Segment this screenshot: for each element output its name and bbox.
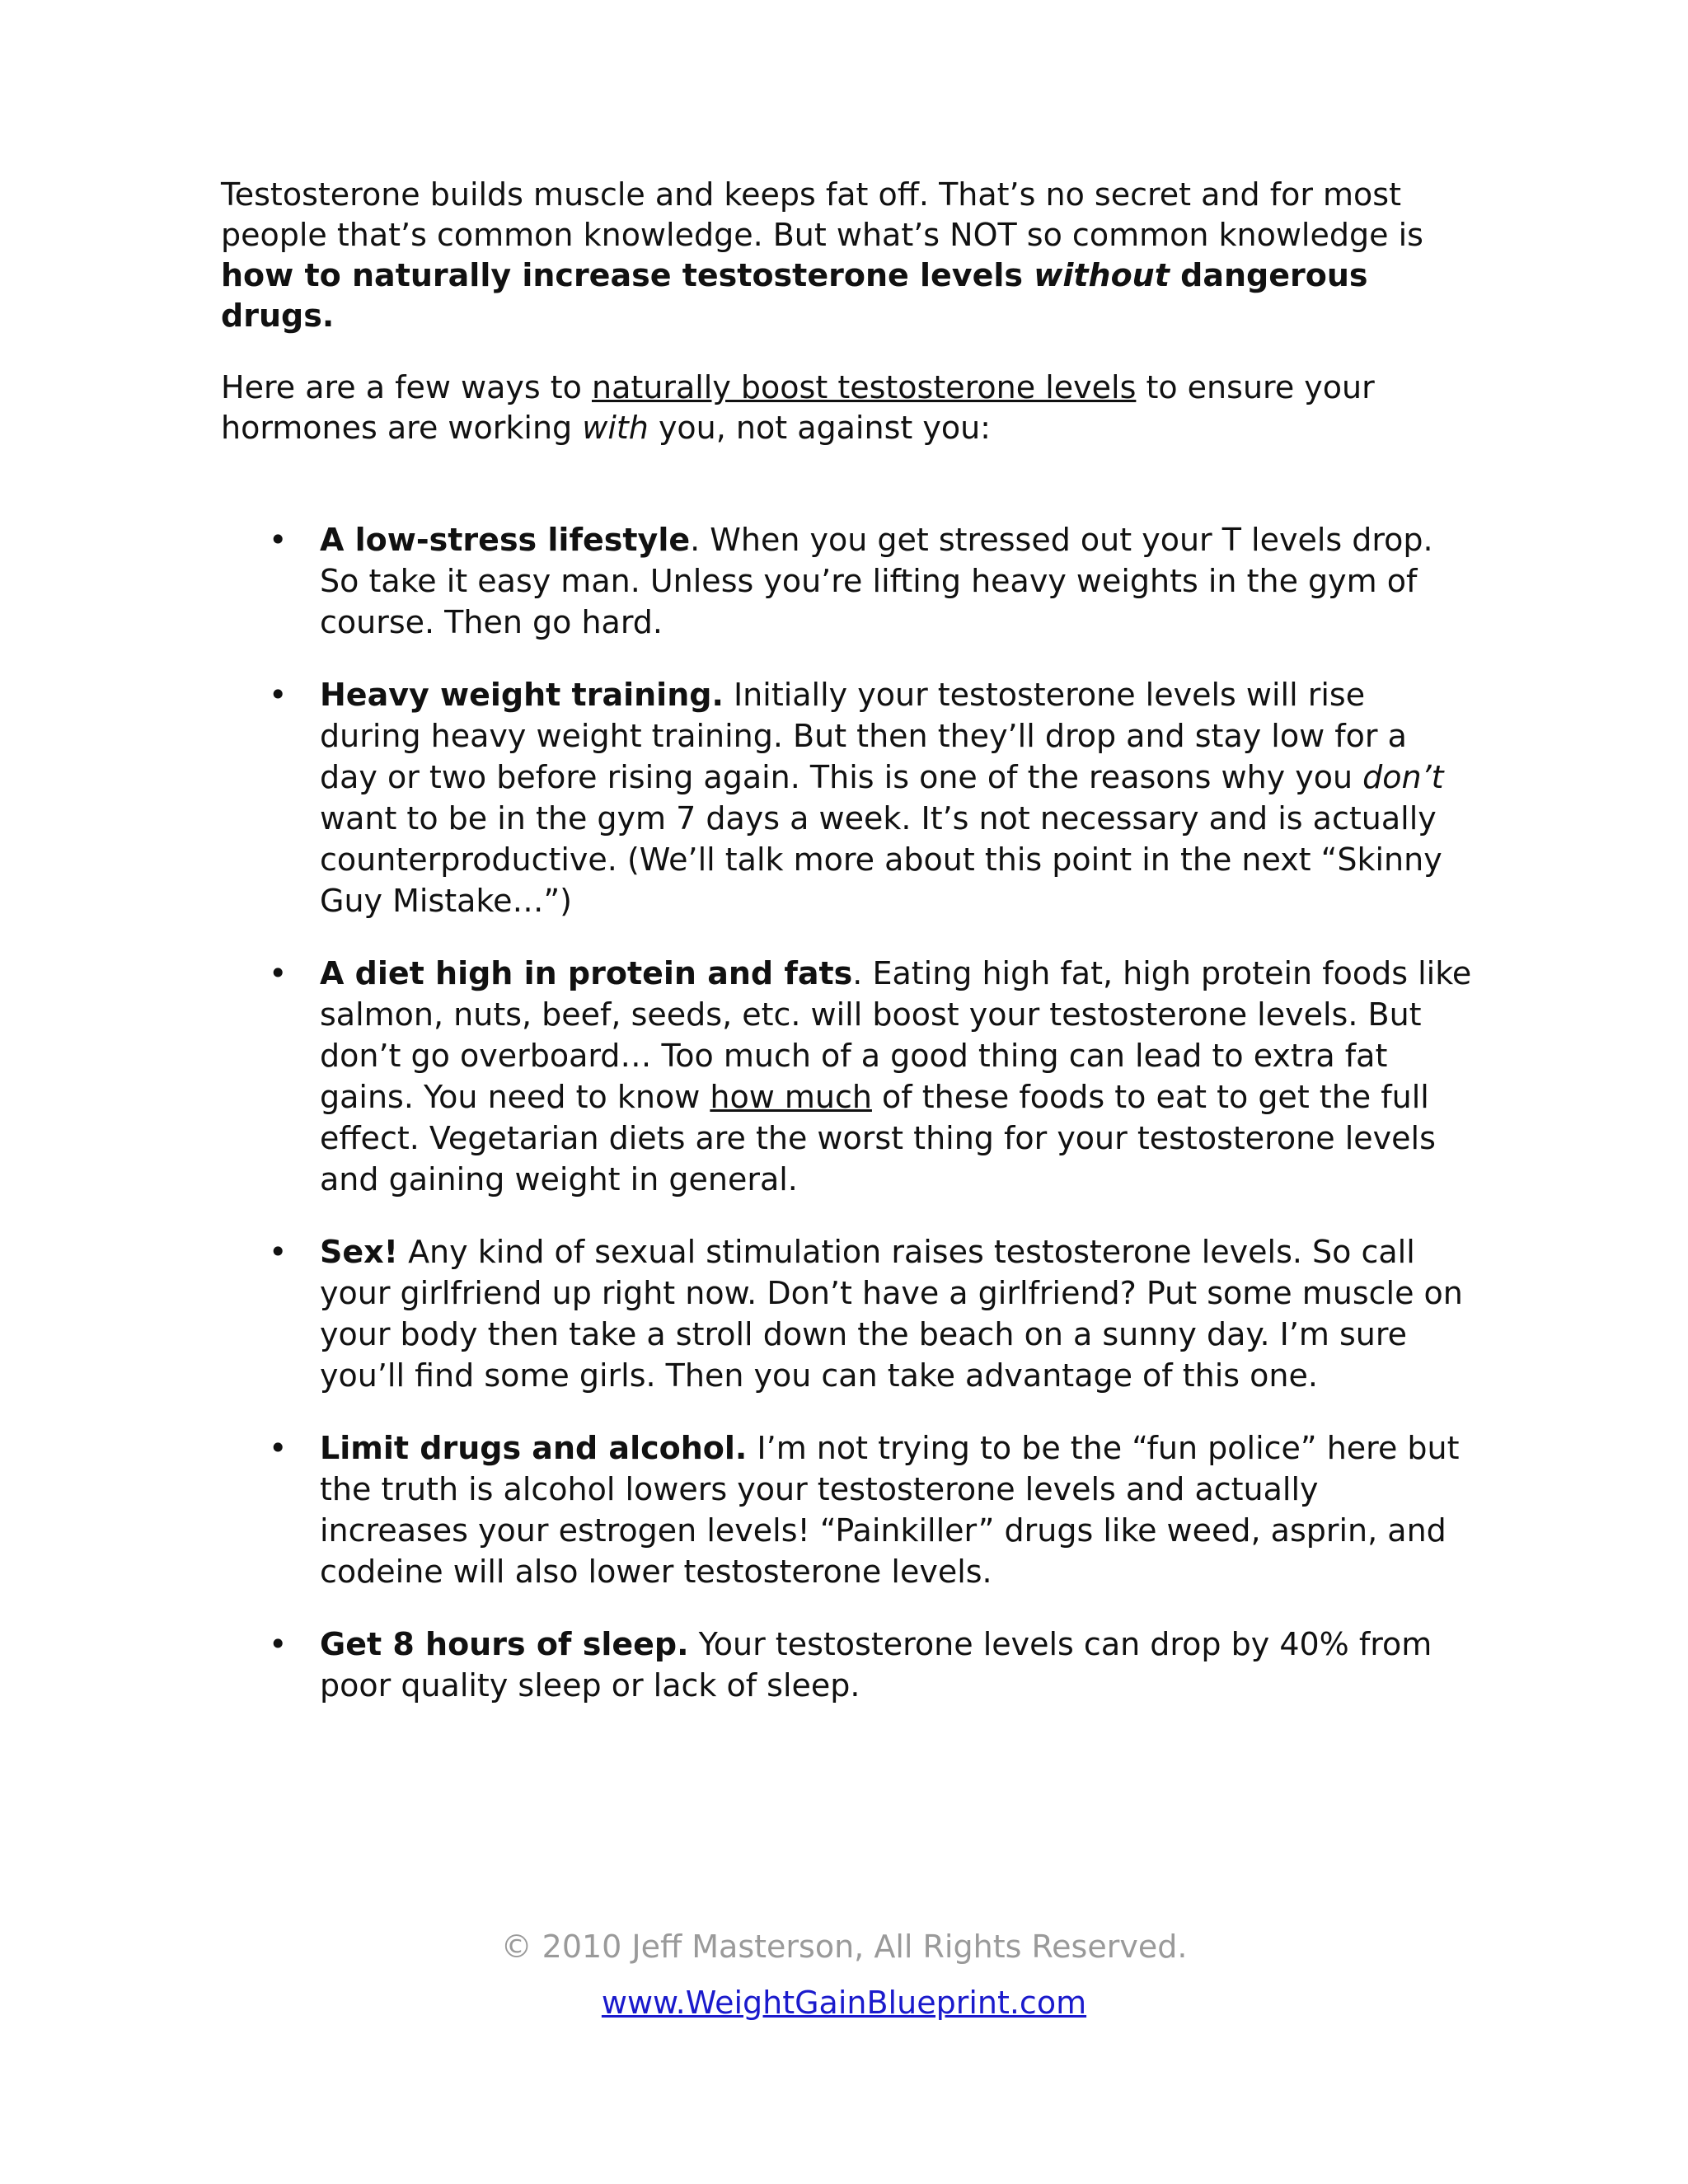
item-text: Initially your testosterone levels will rise during heavy weight training. But then they’ll drop and stay low for a day or two before rising again. This is one of the reasons why you — [320, 677, 1407, 795]
website-link[interactable]: www.WeightGainBlueprint.com — [601, 1985, 1087, 2021]
item-text: . When you get stressed out your T levels drop. So take it easy man. Unless you’re lifting heavy weights in the gym of course. Then go hard. — [320, 522, 1433, 640]
list-item — [221, 1624, 1474, 1706]
lead-text-end: you, not against you: — [648, 410, 991, 446]
item-heading: A low-stress lifestyle — [320, 522, 691, 558]
intro-bold-text: how to naturally increase testosterone levels — [221, 257, 1034, 293]
intro-bold-text-end: dangerous drugs. — [221, 257, 1368, 334]
item-italic-text: don’t — [1362, 759, 1444, 795]
item-text: . Eating high fat, high protein foods like salmon, nuts, beef, seeds, etc. will boost your testosterone levels. But don’t go overboard… Too much of a good thing can lead to extra fat gains. You need to know — [320, 955, 1472, 1115]
bullet-icon: • — [269, 1234, 288, 1270]
item-underlined-text: how much — [710, 1079, 872, 1115]
intro-text: Testosterone builds muscle and keeps fat off. That’s no secret and for most people that’s common knowledge. But what’s NOT so common knowledge is — [221, 176, 1423, 253]
bullet-icon: • — [269, 1626, 288, 1662]
item-text: Any kind of sexual stimulation raises testosterone levels. So call your girlfriend up right now. Don’t have a girlfriend? Put some muscle on your body then take a stroll down the beach on a sunny day. I’m sure you’ll find some girls. Then you can take advantage of this one. — [320, 1234, 1463, 1394]
copyright-notice: © 2010 Jeff Masterson, All Rights Reserved. — [500, 1929, 1188, 1965]
item-heading: Heavy weight training. — [320, 677, 724, 713]
list-item — [221, 674, 1474, 921]
list-item — [221, 1427, 1474, 1592]
lead-italic-text: with — [582, 410, 649, 446]
list-item — [221, 1231, 1474, 1396]
bullet-icon: • — [269, 522, 288, 558]
bullet-icon: • — [269, 1430, 288, 1466]
item-text-end: want to be in the gym 7 days a week. It’s not necessary and is actually counterproductive. (We’ll talk more about this point in the next “Skinny Guy Mistake…”) — [320, 800, 1442, 919]
lead-underlined-text: naturally boost testosterone levels — [591, 369, 1137, 405]
item-text: I’m not trying to be the “fun police” here but the truth is alcohol lowers your testosterone levels and actually increases your estrogen levels! “Painkiller” drugs like weed, asprin, and codeine will also lower testosterone levels. — [320, 1430, 1460, 1590]
tips-list — [221, 519, 1474, 1737]
bullet-icon: • — [269, 955, 288, 991]
item-text-end: of these foods to eat to get the full effect. Vegetarian diets are the worst thing for your testosterone levels and gaining weight in general. — [320, 1079, 1436, 1197]
lead-text: Here are a few ways to — [221, 369, 592, 405]
intro-paragraph — [221, 175, 1474, 336]
lead-paragraph — [221, 368, 1474, 448]
bullet-icon: • — [269, 677, 288, 713]
item-text: Your testosterone levels can drop by 40% from poor quality sleep or lack of sleep. — [320, 1626, 1432, 1704]
item-heading: Limit drugs and alcohol. — [320, 1430, 748, 1466]
item-heading: Sex! — [320, 1234, 398, 1270]
item-heading: A diet high in protein and fats — [320, 955, 853, 991]
lead-text-middle: to ensure your hormones are working — [221, 369, 1375, 446]
list-item — [221, 519, 1474, 643]
intro-bold-italic-text: without — [1034, 257, 1170, 293]
item-heading: Get 8 hours of sleep. — [320, 1626, 689, 1662]
list-item — [221, 953, 1474, 1200]
